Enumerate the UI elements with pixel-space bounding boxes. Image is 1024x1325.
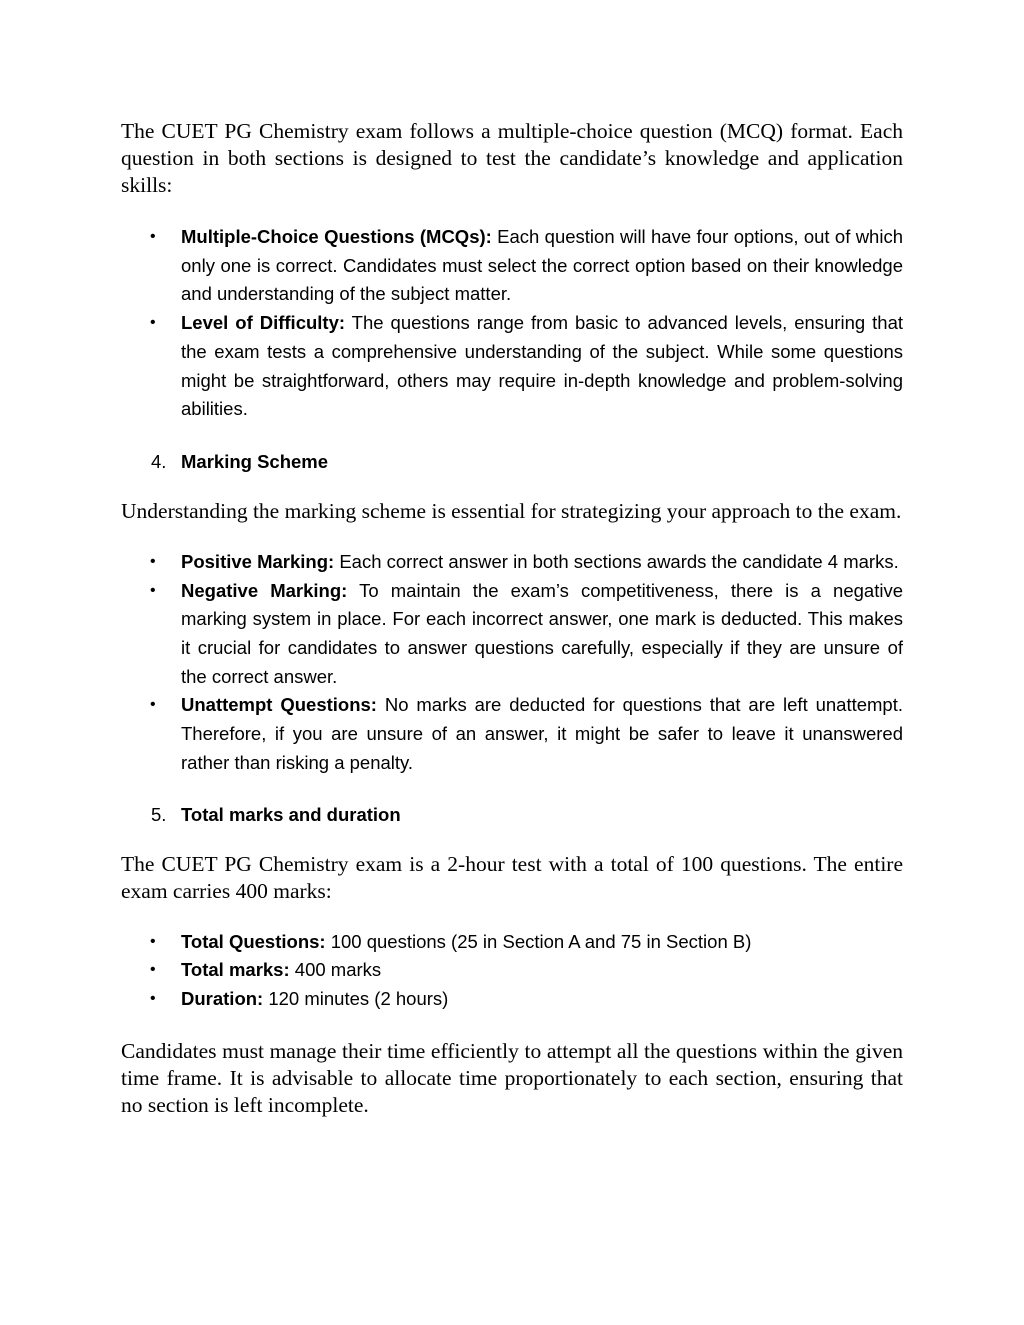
list-item-text: To maintain the exam’s competitiveness, there is a negative marking system in place. For each incorrect answer, one mark is deducted. This makes it crucial for candidates to answer questions carefully, especially if they are unsure of the correct answer. bbox=[181, 579, 903, 687]
section-heading-total-marks bbox=[121, 801, 903, 829]
section-title: Total marks and duration bbox=[181, 803, 401, 825]
section-number: 4. bbox=[151, 450, 167, 472]
marking-intro-paragraph: Understanding the marking scheme is essential for strategizing your approach to the exam. bbox=[121, 498, 902, 523]
list-item-label: Multiple-Choice Questions (MCQs): bbox=[181, 226, 492, 247]
list-item-text: 120 minutes (2 hours) bbox=[263, 987, 449, 1009]
section-title: Marking Scheme bbox=[181, 450, 329, 472]
section-heading-marking-scheme bbox=[121, 448, 903, 476]
bullet-icon: • bbox=[150, 696, 156, 714]
list-item-label: Unattempt Questions: bbox=[181, 694, 377, 716]
bullet-icon: • bbox=[150, 932, 156, 950]
list-item bbox=[121, 577, 903, 692]
list-item-text: No marks are deducted for questions that are left unattempt. Therefore, if you are unsure of an answer, it might be safer to leave it unanswered rather than risking a penalty. bbox=[181, 694, 903, 773]
totals-intro-paragraph: The CUET PG Chemistry exam is a 2-hour test with a total of 100 questions. The entire exam carries 400 marks: bbox=[121, 851, 903, 903]
list-item-text: Each question will have four options, out of which only one is correct. Candidates must select the correct option based on their knowledge and understanding of the subject matter. bbox=[181, 226, 903, 305]
bullet-icon: • bbox=[150, 581, 156, 599]
list-item-label: Negative Marking: bbox=[181, 579, 348, 601]
format-list bbox=[121, 223, 903, 424]
list-item-label: Total Questions: bbox=[181, 930, 326, 952]
list-item bbox=[121, 956, 903, 985]
list-item bbox=[121, 985, 903, 1014]
bullet-icon: • bbox=[150, 989, 156, 1007]
list-item-text: 400 marks bbox=[289, 959, 382, 981]
bullet-icon: • bbox=[150, 228, 156, 245]
list-item bbox=[121, 548, 903, 577]
bullet-icon: • bbox=[150, 314, 156, 332]
intro-paragraph: The CUET PG Chemistry exam follows a multiple-choice question (MCQ) format. Each question in both sections is designed to test the candidate’s knowledge and application skills: bbox=[121, 119, 903, 197]
section-number: 5. bbox=[151, 803, 167, 825]
bullet-icon: • bbox=[150, 961, 156, 979]
closing-paragraph: Candidates must manage their time efficiently to attempt all the questions within the given time frame. It is advisable to allocate time proportionately to each section, ensuring that no section is left incomplete. bbox=[121, 1038, 903, 1117]
list-item-text: Each correct answer in both sections awards the candidate 4 marks. bbox=[334, 550, 899, 572]
list-item-label: Positive Marking: bbox=[181, 550, 335, 572]
marking-list bbox=[121, 548, 903, 778]
list-item-label: Total marks: bbox=[181, 959, 290, 981]
list-item bbox=[121, 928, 903, 957]
list-item bbox=[121, 691, 903, 777]
list-item bbox=[121, 309, 903, 424]
bullet-icon: • bbox=[150, 552, 156, 570]
list-item-label: Duration: bbox=[181, 987, 264, 1009]
totals-list bbox=[121, 928, 903, 1014]
document-page bbox=[121, 118, 903, 1119]
list-item-text: 100 questions (25 in Section A and 75 in Section B) bbox=[325, 930, 752, 952]
list-item bbox=[121, 223, 903, 309]
list-item-label: Level of Difficulty: bbox=[181, 312, 346, 334]
list-item-text: The questions range from basic to advanced levels, ensuring that the exam tests a comprehensive understanding of the subject. While some questions might be straightforward, others may require in-depth knowledge and problem-solving abilities. bbox=[181, 312, 903, 420]
